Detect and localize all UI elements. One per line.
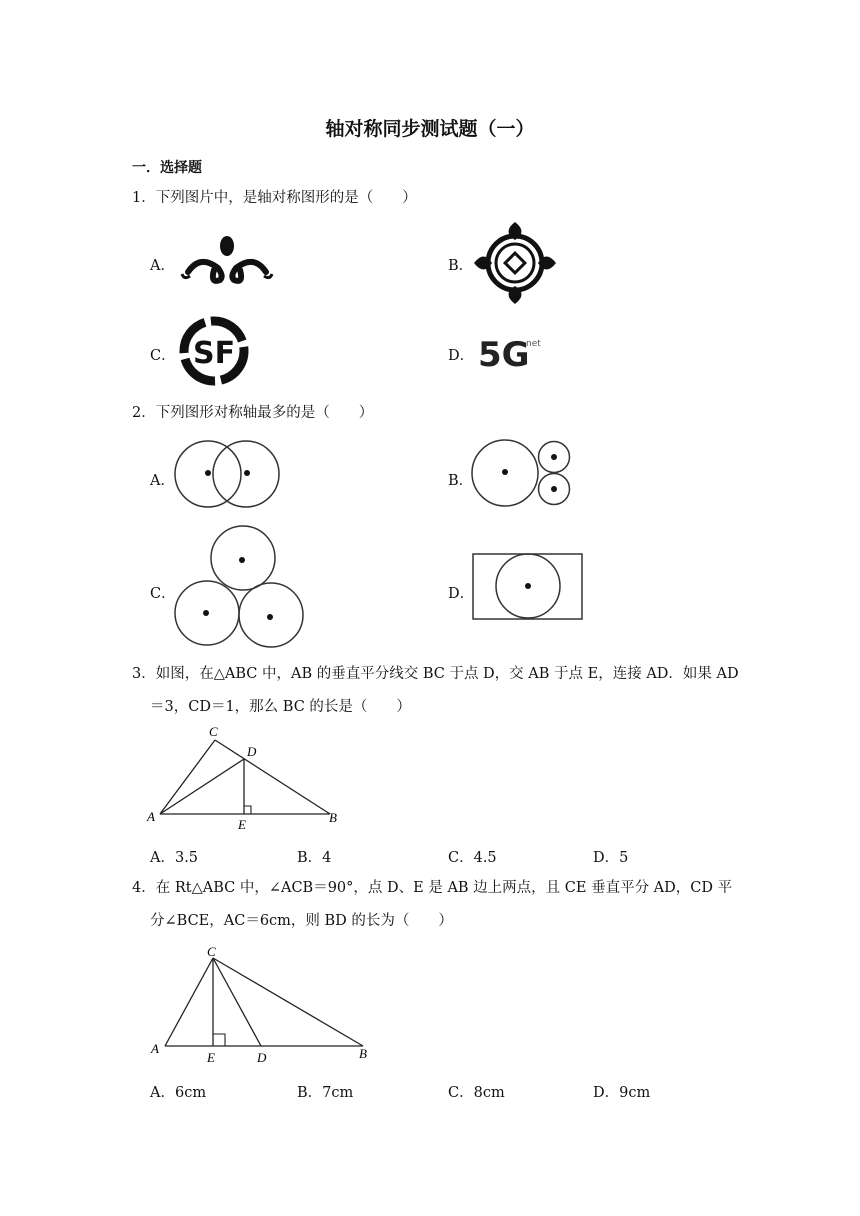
question-3-line-2: ＝3，CD＝1，那么 BC 的长是（ ）: [150, 699, 411, 715]
q1-option-a-figure: [180, 232, 275, 292]
q3-triangle-figure: [145, 722, 355, 837]
q4-answer-d: D．9cm: [593, 1085, 651, 1101]
q4-answer-a: A．6cm: [150, 1085, 207, 1101]
q1-option-c-label: C．: [150, 348, 176, 364]
q3-point-e: E: [238, 817, 246, 832]
q3-point-d: D: [247, 744, 257, 759]
q4-triangle-figure: [145, 940, 380, 1065]
q3-point-c: C: [209, 724, 218, 739]
q1-option-d-label: D．: [448, 348, 475, 364]
q3-answer-b: B．4: [297, 850, 332, 866]
section-heading: 一．选择题: [132, 160, 202, 176]
q3-point-a: A: [147, 809, 155, 824]
page-title: 轴对称同步测试题（一）: [325, 118, 535, 140]
q4-point-b: B: [359, 1046, 367, 1061]
question-4-line-1: 4．在 Rt△ABC 中，∠ACB＝90°，点 D、E 是 AB 边上两点，且 CE 垂直平分 AD，CD 平: [132, 880, 733, 896]
q1-logo-d-text: 5G: [478, 335, 530, 375]
q4-answer-b: B．7cm: [297, 1085, 354, 1101]
q3-answer-c: C．4.5: [448, 850, 497, 866]
q4-point-c: C: [207, 944, 216, 959]
q2-option-d-figure: [472, 552, 584, 622]
q3-answer-d: D．5: [593, 850, 629, 866]
q2-option-b-label: B．: [448, 473, 474, 489]
q4-point-a: A: [151, 1041, 159, 1056]
q2-option-b-figure: [470, 438, 575, 510]
q1-option-b-label: B．: [448, 258, 474, 274]
q3-point-b: B: [329, 810, 337, 825]
q4-answer-c: C．8cm: [448, 1085, 505, 1101]
question-2-stem: 2．下列图形对称轴最多的是（ ）: [132, 405, 374, 421]
q1-option-c-figure: [178, 316, 250, 386]
question-1-stem: 1．下列图片中，是轴对称图形的是（ ）: [132, 190, 417, 206]
q2-option-d-label: D．: [448, 586, 475, 602]
question-3-line-1: 3．如图，在△ABC 中，AB 的垂直平分线交 BC 于点 D，交 AB 于点 E，连接 AD．如果 AD: [132, 666, 739, 682]
q1-option-b-figure: [470, 218, 560, 308]
question-4-line-2: 分∠BCE，AC＝6cm，则 BD 的长为（ ）: [150, 913, 453, 929]
q2-option-c-label: C．: [150, 586, 176, 602]
q4-point-d: D: [257, 1050, 267, 1065]
q4-point-e: E: [207, 1050, 215, 1065]
q1-option-a-label: A．: [150, 258, 175, 274]
q2-option-a-label: A．: [150, 473, 175, 489]
q3-answer-a: A．3.5: [150, 850, 199, 866]
q2-option-a-figure: [170, 440, 285, 510]
q1-option-d-figure: [476, 326, 546, 376]
q1-logo-c-text: SF: [193, 336, 236, 371]
q2-option-c-figure: [172, 524, 307, 652]
q1-logo-d-small: net: [526, 339, 541, 349]
